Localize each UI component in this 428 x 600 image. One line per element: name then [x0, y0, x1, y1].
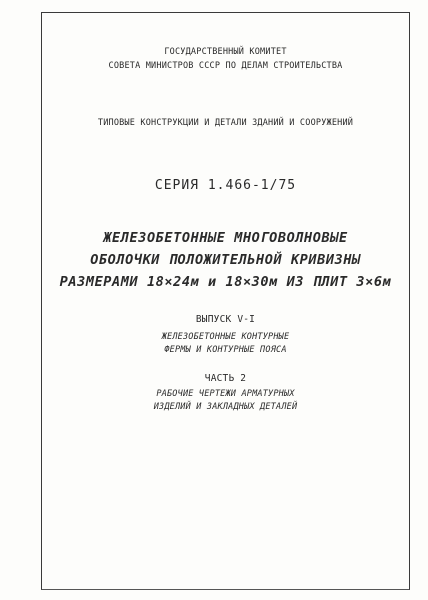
title-line-1: ЖЕЛЕЗОБЕТОННЫЕ МНОГОВОЛНОВЫЕ: [103, 230, 348, 246]
part-label: ЧАСТЬ 2: [204, 373, 247, 384]
page-border-frame: [41, 12, 410, 590]
title-line-3: РАЗМЕРАМИ 18×24м и 18×30м ИЗ ПЛИТ 3×6м: [59, 274, 392, 290]
issue-description-line-2: ФЕРМЫ И КОНТУРНЫЕ ПОЯСА: [164, 345, 287, 355]
category-heading: ТИПОВЫЕ КОНСТРУКЦИИ И ДЕТАЛИ ЗДАНИЙ И СООРУЖЕНИЙ: [97, 118, 354, 128]
part-description-line-2: ИЗДЕЛИЙ И ЗАКЛАДНЫХ ДЕТАЛЕЙ: [153, 402, 298, 412]
committee-line-2: СОВЕТА МИНИСТРОВ СССР ПО ДЕЛАМ СТРОИТЕЛЬСТВА: [108, 61, 343, 71]
committee-line-1: ГОСУДАРСТВЕННЫЙ КОМИТЕТ: [164, 47, 287, 57]
issue-description-line-1: ЖЕЛЕЗОБЕТОННЫЕ КОНТУРНЫЕ: [161, 332, 290, 342]
title-line-2: ОБОЛОЧКИ ПОЛОЖИТЕЛЬНОЙ КРИВИЗНЫ: [90, 252, 361, 268]
part-description-line-1: РАБОЧИЕ ЧЕРТЕЖИ АРМАТУРНЫХ: [156, 389, 295, 399]
issue-label: ВЫПУСК V-I: [195, 314, 256, 325]
series-number: СЕРИЯ 1.466-1/75: [154, 178, 297, 193]
